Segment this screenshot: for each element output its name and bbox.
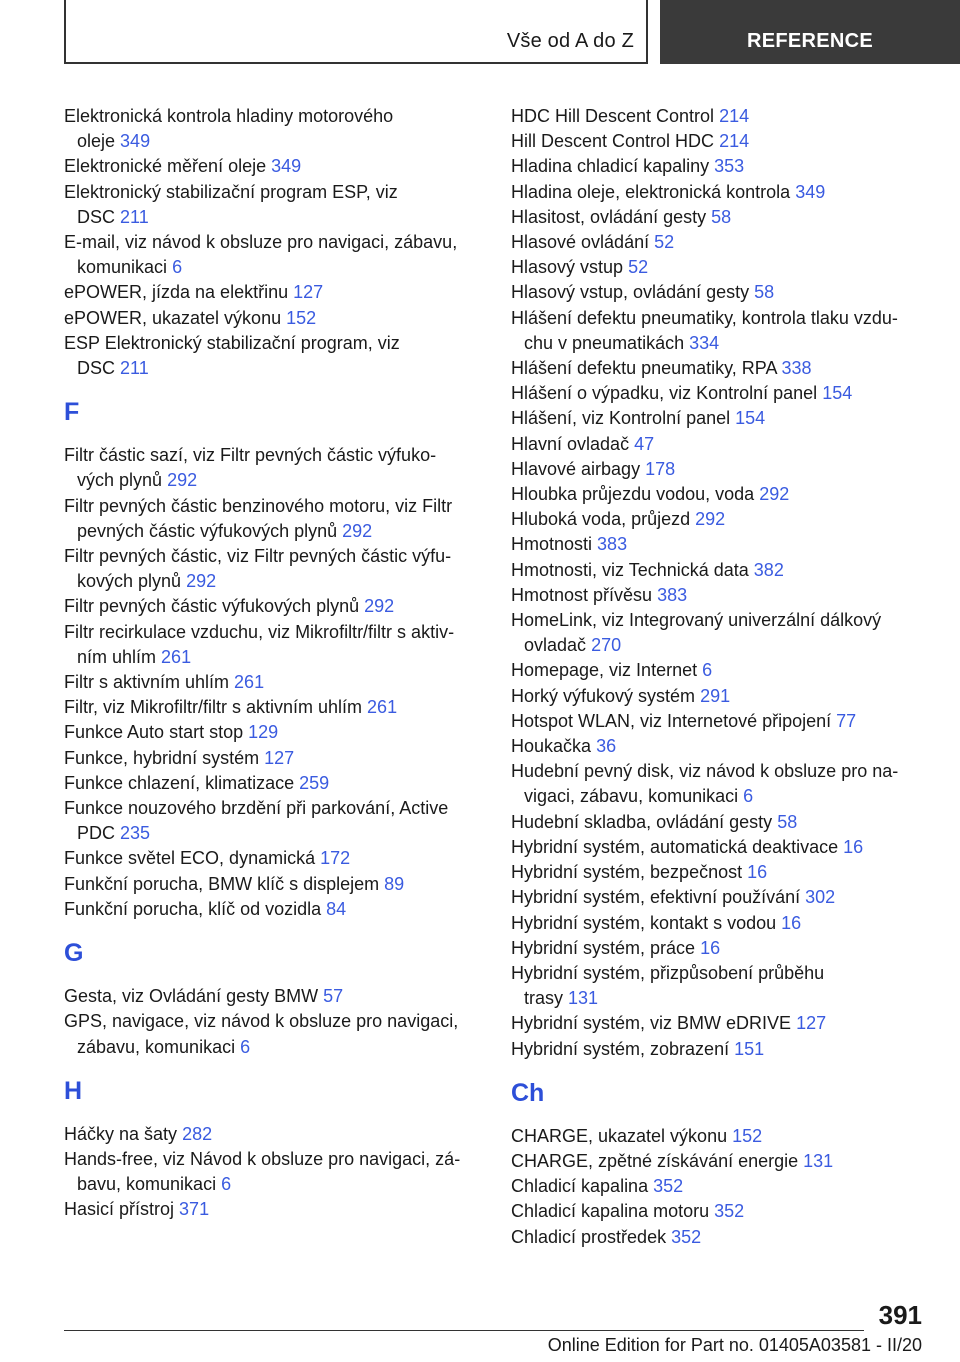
index-letter-heading: F — [64, 398, 80, 427]
page-number: 391 — [878, 1300, 922, 1330]
index-entry-text: Hotspot WLAN, viz Internetové připojení — [511, 710, 832, 731]
index-entry — [64, 872, 484, 897]
index-entry — [64, 280, 484, 305]
index-entry-text: Hybridní systém, kontakt s vodou — [511, 912, 777, 933]
index-entry — [511, 1174, 931, 1199]
index-entry-text: Hmotnosti — [511, 534, 593, 555]
index-entry-text: DSC — [77, 358, 116, 379]
header-section-tab — [64, 0, 648, 64]
page-reference-link[interactable]: 152 — [286, 307, 317, 328]
index-entry — [64, 494, 484, 544]
index-entry-text: kových plynů — [77, 571, 182, 592]
page-reference-link[interactable]: 371 — [179, 1199, 210, 1220]
index-column-left — [64, 104, 484, 1223]
index-entry-text: trasy — [524, 988, 564, 1009]
index-entry — [64, 1009, 484, 1059]
index-entry — [511, 684, 931, 709]
index-entry — [64, 443, 484, 493]
header-section-title: Vše od A do Z — [506, 30, 634, 52]
index-entry-text: pevných částic výfukových plynů — [77, 520, 338, 541]
page-reference-link[interactable]: 58 — [711, 206, 732, 227]
page-reference-link[interactable]: 6 — [743, 786, 754, 807]
index-entry-text: Hlášení o výpadku, viz Kontrolní panel — [511, 383, 818, 404]
index-entry — [511, 280, 931, 305]
index-entry-text: Filtr s aktivním uhlím — [64, 672, 230, 693]
footer-edition-text: Online Edition for Part no. 01405A03581 - II/20 — [547, 1335, 922, 1355]
index-entry-text: ePOWER, jízda na elektřinu — [64, 282, 289, 303]
page-reference-link[interactable]: 291 — [700, 685, 731, 706]
index-entry — [511, 608, 931, 658]
index-entry-text: vých plynů — [77, 470, 163, 491]
page-reference-link[interactable]: 131 — [568, 988, 599, 1009]
page-reference-link[interactable]: 6 — [702, 660, 713, 681]
index-entry — [64, 230, 484, 280]
index-entry — [511, 432, 931, 457]
index-entry — [511, 482, 931, 507]
index-entry — [64, 796, 484, 846]
page-reference-link[interactable]: 84 — [326, 898, 347, 919]
index-entry — [511, 558, 931, 583]
index-entry — [511, 1149, 931, 1174]
index-entry-text: Funkční porucha, klíč od vozidla — [64, 898, 322, 919]
page-reference-link[interactable]: 214 — [719, 131, 750, 152]
index-entry — [64, 594, 484, 619]
index-entry-text: Filtr částic sazí, viz Filtr pevných částic výfuko‐ — [64, 445, 437, 466]
index-entry — [511, 306, 931, 356]
page-reference-link[interactable]: 172 — [320, 848, 351, 869]
index-entry-text: HomeLink, viz Integrovaný univerzální dálkový — [511, 610, 882, 631]
page-reference-link[interactable]: 292 — [695, 509, 726, 530]
index-entry-text: Funkce světel ECO, dynamická — [64, 848, 316, 869]
page-reference-link[interactable]: 16 — [843, 836, 864, 857]
index-entry-text: ESP Elektronický stabilizační program, viz — [64, 332, 400, 353]
index-letter-heading: Ch — [511, 1078, 545, 1107]
index-entry-text: Hlasový vstup, ovládání gesty — [511, 282, 750, 303]
page-reference-link[interactable]: 52 — [654, 232, 675, 253]
index-entry — [511, 104, 931, 129]
index-entry — [64, 331, 484, 381]
index-entry-text: Funkce chlazení, klimatizace — [64, 772, 295, 793]
index-column-right — [511, 104, 931, 1250]
index-entry-text: Háčky na šaty — [64, 1123, 178, 1144]
page-reference-link[interactable]: 292 — [759, 484, 790, 505]
index-entry-text: oleje — [77, 131, 116, 152]
index-entry-text: Filtr pevných částic výfukových plynů — [64, 596, 360, 617]
index-entry-text: zábavu, komunikaci — [77, 1036, 236, 1057]
index-entry-text: Hlášení, viz Kontrolní panel — [511, 408, 731, 429]
index-entry — [64, 180, 484, 230]
index-entry-text: vigaci, zábavu, komunikaci — [524, 786, 739, 807]
page-reference-link[interactable]: 292 — [167, 470, 198, 491]
index-entry — [511, 205, 931, 230]
page-reference-link[interactable]: 292 — [186, 571, 217, 592]
index-entry-text: Homepage, viz Internet — [511, 660, 698, 681]
index-entry — [64, 620, 484, 670]
page-reference-link[interactable]: 349 — [120, 131, 151, 152]
index-entry-text: Filtr pevných částic, viz Filtr pevných částic výfu‐ — [64, 546, 452, 567]
index-entry — [511, 835, 931, 860]
index-entry-text: Hybridní systém, práce — [511, 937, 696, 958]
index-entry — [511, 532, 931, 557]
index-entry-text: Houkačka — [511, 736, 592, 757]
index-entry-text: Hudební pevný disk, viz návod k obsluze pro na‐ — [511, 761, 899, 782]
page-reference-link[interactable]: 383 — [657, 584, 688, 605]
header-reference-label: REFERENCE — [746, 30, 874, 52]
page-reference-link[interactable]: 58 — [777, 811, 798, 832]
index-entry-text: Hybridní systém, automatická deaktivace — [511, 836, 839, 857]
header-reference-tab[interactable] — [660, 0, 960, 64]
index-entry-text: Hybridní systém, viz BMW eDRIVE — [511, 1013, 792, 1034]
index-entry-text: Hlášení defektu pneumatiky, kontrola tlaku vzdu‐ — [511, 307, 898, 328]
page-reference-link[interactable]: 352 — [653, 1176, 684, 1197]
page-reference-link[interactable]: 334 — [689, 332, 720, 353]
index-entry — [511, 457, 931, 482]
index-entry-text: Funkce Auto start stop — [64, 722, 244, 743]
page-reference-link[interactable]: 154 — [735, 408, 766, 429]
index-entry-text: Filtr recirkulace vzduchu, viz Mikrofiltr/filtr s aktiv‐ — [64, 621, 455, 642]
index-entry — [511, 734, 931, 759]
index-entry — [64, 720, 484, 745]
index-entry-text: Hladina oleje, elektronická kontrola — [511, 181, 791, 202]
page-reference-link[interactable]: 36 — [596, 736, 617, 757]
index-entry — [64, 306, 484, 331]
index-entry — [64, 771, 484, 796]
index-entry-text: Hmotnost přívěsu — [511, 584, 653, 605]
index-entry-text: Elektronická kontrola hladiny motorového — [64, 106, 394, 126]
page-reference-link[interactable]: 151 — [734, 1038, 765, 1059]
index-entry — [64, 746, 484, 771]
page-reference-link[interactable]: 292 — [364, 596, 395, 617]
page-reference-link[interactable]: 47 — [634, 433, 655, 454]
index-entry-text: Chladicí kapalina — [511, 1176, 649, 1197]
page-reference-link[interactable]: 261 — [161, 646, 192, 667]
index-entry-text: PDC — [77, 823, 116, 844]
index-entry-text: Hands-free, viz Návod k obsluze pro navigaci, zá‐ — [64, 1148, 461, 1169]
index-entry-text: CHARGE, zpětné získávání energie — [511, 1150, 799, 1171]
page-reference-link[interactable]: 261 — [367, 697, 398, 718]
index-entry — [511, 658, 931, 683]
index-entry-text: Hlavní ovladač — [511, 433, 630, 454]
index-entry-text: Hybridní systém, efektivní používání — [511, 887, 801, 908]
index-entry — [511, 1124, 931, 1149]
page-reference-link[interactable]: 6 — [221, 1174, 232, 1195]
index-entry-text: Hudební skladba, ovládání gesty — [511, 811, 773, 832]
page-reference-link[interactable]: 57 — [323, 986, 344, 1007]
page-reference-link[interactable]: 127 — [293, 282, 324, 303]
index-entry-text: Elektronické měření oleje — [64, 156, 267, 177]
index-entry-text: Filtr pevných částic benzinového motoru, viz Filtr — [64, 495, 453, 516]
index-entry-text: Hlasitost, ovládání gesty — [511, 206, 707, 227]
index-entry-text: Hybridní systém, přizpůsobení průběhu — [511, 962, 825, 983]
index-entry — [511, 356, 931, 381]
page-reference-link[interactable]: 349 — [271, 156, 302, 177]
index-entry — [511, 507, 931, 532]
index-entry-text: Hladina chladicí kapaliny — [511, 156, 710, 177]
index-entry — [511, 1011, 931, 1036]
index-entry — [511, 936, 931, 961]
page-reference-link[interactable]: 261 — [234, 672, 265, 693]
page-reference-link[interactable]: 6 — [172, 257, 183, 278]
index-entry-text: Filtr, viz Mikrofiltr/filtr s aktivním uhlím — [64, 697, 363, 718]
index-entry — [64, 897, 484, 922]
page-reference-link[interactable]: 127 — [264, 747, 295, 768]
page-reference-link[interactable]: 16 — [700, 937, 721, 958]
index-entry — [64, 670, 484, 695]
index-entry — [511, 1037, 931, 1062]
page-reference-link[interactable]: 16 — [747, 862, 768, 883]
index-entry — [64, 984, 484, 1009]
index-entry-text: Hlavové airbagy — [511, 458, 641, 479]
index-entry-text: Hloubka průjezdu vodou, voda — [511, 484, 755, 505]
index-entry — [64, 544, 484, 594]
index-entry — [64, 1197, 484, 1222]
index-entry — [64, 1122, 484, 1147]
index-entry — [511, 230, 931, 255]
index-entry — [511, 255, 931, 280]
index-entry — [64, 846, 484, 871]
index-entry-text: Chladicí kapalina motoru — [511, 1201, 710, 1222]
index-entry — [511, 961, 931, 1011]
index-entry — [64, 154, 484, 179]
index-entry — [511, 759, 931, 809]
index-entry-text: Funkční porucha, BMW klíč s displejem — [64, 873, 380, 894]
index-entry-text: ePOWER, ukazatel výkonu — [64, 307, 282, 328]
index-entry-text: Hmotnosti, viz Technická data — [511, 559, 749, 580]
index-entry — [511, 860, 931, 885]
page-reference-link[interactable]: 349 — [795, 181, 826, 202]
page-reference-link[interactable]: 292 — [342, 520, 373, 541]
index-letter-heading: H — [64, 1076, 83, 1105]
index-entry — [511, 129, 931, 154]
index-entry — [511, 911, 931, 936]
page-reference-link[interactable]: 77 — [836, 710, 857, 731]
page-reference-link[interactable]: 338 — [781, 358, 812, 379]
page-reference-link[interactable]: 52 — [628, 257, 649, 278]
index-entry-text: komunikaci — [77, 257, 168, 278]
index-entry — [511, 583, 931, 608]
page-reference-link[interactable]: 353 — [714, 156, 745, 177]
index-entry-text: Hlasový vstup — [511, 257, 624, 278]
index-entry-text: Hlasové ovládání — [511, 232, 650, 253]
page-reference-link[interactable]: 152 — [732, 1125, 763, 1146]
index-entry-text: Hluboká voda, průjezd — [511, 509, 691, 530]
index-entry-text: Hybridní systém, zobrazení — [511, 1038, 730, 1059]
index-entry-text: Elektronický stabilizační program ESP, viz — [64, 181, 398, 202]
page-reference-link[interactable]: 352 — [671, 1226, 702, 1247]
index-entry-text: chu v pneumatikách — [524, 332, 685, 353]
footer-divider — [64, 1330, 864, 1331]
page-reference-link[interactable]: 131 — [803, 1150, 834, 1171]
index-entry-text: GPS, navigace, viz návod k obsluze pro navigaci, — [64, 1011, 459, 1032]
page-reference-link[interactable]: 127 — [796, 1013, 827, 1034]
index-entry — [511, 180, 931, 205]
index-entry — [64, 1147, 484, 1197]
index-entry-text: E-mail, viz návod k obsluze pro navigaci, zábavu, — [64, 232, 458, 253]
index-entry — [511, 709, 931, 734]
page-reference-link[interactable]: 154 — [822, 383, 853, 404]
index-entry-text: Chladicí prostředek — [511, 1226, 667, 1247]
index-entry-text: ním uhlím — [77, 646, 157, 667]
page-reference-link[interactable]: 383 — [597, 534, 628, 555]
index-entry — [511, 406, 931, 431]
index-entry-text: Hybridní systém, bezpečnost — [511, 862, 743, 883]
index-entry-text: CHARGE, ukazatel výkonu — [511, 1125, 728, 1146]
index-entry — [64, 695, 484, 720]
page-reference-link[interactable]: 16 — [781, 912, 802, 933]
index-entry — [511, 810, 931, 835]
index-entry-text: Hill Descent Control HDC — [511, 131, 715, 152]
index-letter-heading: G — [64, 939, 84, 968]
index-entry-text: Hasicí přístroj — [64, 1199, 175, 1220]
page-reference-link[interactable]: 6 — [240, 1036, 251, 1057]
index-entry-text: bavu, komunikaci — [77, 1174, 217, 1195]
index-entry-text: Gesta, viz Ovládání gesty BMW — [64, 986, 319, 1007]
page-reference-link[interactable]: 178 — [645, 458, 676, 479]
index-entry-text: Horký výfukový systém — [511, 685, 696, 706]
index-entry-text: Funkce, hybridní systém — [64, 747, 260, 768]
index-entry — [511, 1199, 931, 1224]
index-entry-text: DSC — [77, 206, 116, 227]
page-reference-link[interactable]: 259 — [299, 772, 330, 793]
index-entry-text: Hlášení defektu pneumatiky, RPA — [511, 358, 777, 379]
page-reference-link[interactable]: 382 — [753, 559, 784, 580]
page-reference-link[interactable]: 129 — [248, 722, 279, 743]
page-reference-link[interactable]: 211 — [120, 206, 149, 227]
index-entry-text: HDC Hill Descent Control — [511, 106, 715, 126]
page-reference-link[interactable]: 282 — [182, 1123, 213, 1144]
index-entry — [64, 104, 484, 154]
index-entry — [511, 885, 931, 910]
page-reference-link[interactable]: 302 — [805, 887, 836, 908]
index-entry — [511, 381, 931, 406]
page-reference-link[interactable]: 89 — [384, 873, 405, 894]
index-entry-text: Funkce nouzového brzdění při parkování, Active — [64, 798, 449, 819]
page-reference-link[interactable]: 214 — [719, 106, 750, 126]
index-entry-text: ovladač — [524, 635, 587, 656]
page-reference-link[interactable]: 352 — [714, 1201, 745, 1222]
page-reference-link[interactable]: 235 — [120, 823, 151, 844]
page-reference-link[interactable]: 58 — [754, 282, 775, 303]
page-reference-link[interactable]: 270 — [591, 635, 622, 656]
index-entry — [511, 154, 931, 179]
index-entry — [511, 1225, 931, 1250]
page-reference-link[interactable]: 211 — [120, 358, 149, 379]
